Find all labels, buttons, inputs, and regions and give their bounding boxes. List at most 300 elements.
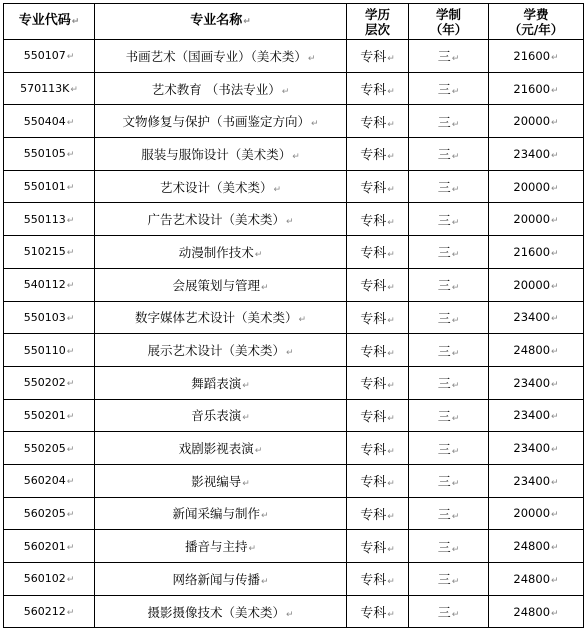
cell-level [347,301,409,334]
paragraph-mark-icon: ↵ [451,315,460,326]
code-value: 550201 [23,408,66,422]
header-fee [489,4,584,40]
code-value: 550202 [23,376,66,390]
level-value: 专科 [360,181,387,197]
name-value: 舞蹈表演 [191,375,242,391]
paragraph-mark-icon: ↵ [387,185,395,196]
level-value: 专科 [360,246,387,262]
level-value: 专科 [360,83,387,99]
cell-code [4,105,95,138]
name-value: 动漫制作技术 [178,244,254,260]
name-value: 数字媒体艺术设计（美术类） [134,310,298,326]
duration-value: 三 [437,181,451,197]
paragraph-mark-icon: ↵ [451,87,460,98]
fee-value: 24800 [513,539,551,554]
paragraph-mark-icon: ↵ [387,610,395,621]
table-row [4,563,584,596]
cell-fee [489,366,584,399]
paragraph-mark-icon: ↵ [551,412,559,423]
level-value: 专科 [360,573,387,589]
paragraph-mark-icon: ↵ [66,411,75,422]
cell-level [347,72,409,105]
paragraph-mark-icon: ↵ [451,544,460,555]
cell-fee [489,464,584,497]
code-value: 560201 [23,539,66,553]
code-value: 550205 [23,441,66,455]
level-value: 专科 [360,115,387,131]
table-row [4,268,584,301]
paragraph-mark-icon: ↵ [66,117,75,128]
paragraph-mark-icon: ↵ [66,346,75,357]
header-code [4,4,95,40]
cell-fee [489,399,584,432]
table-row [4,497,584,530]
fee-value: 21600 [513,81,551,96]
cell-fee [489,497,584,530]
duration-value: 三 [437,246,451,262]
cell-code [4,72,95,105]
duration-value: 三 [437,344,451,360]
cell-code [4,366,95,399]
name-value: 网络新闻与传播 [172,571,260,587]
header-fee-line1: 学费 [523,6,549,22]
cell-name [95,203,347,236]
paragraph-mark-icon: ↵ [70,85,78,96]
cell-duration [409,268,489,301]
cell-fee [489,530,584,563]
code-value: 540112 [23,278,66,292]
cell-duration [409,301,489,334]
name-value: 新闻采编与制作 [172,506,260,522]
paragraph-mark-icon: ↵ [285,609,294,620]
table-row [4,432,584,465]
paragraph-mark-icon: ↵ [551,445,559,456]
cell-duration [409,236,489,269]
cell-name [95,595,347,628]
cell-fee [489,595,584,628]
cell-code [4,301,95,334]
cell-duration [409,563,489,596]
paragraph-mark-icon: ↵ [551,379,559,390]
fee-value: 24800 [513,343,551,358]
cell-level [347,366,409,399]
table-row [4,464,584,497]
cell-fee [489,268,584,301]
paragraph-mark-icon: ↵ [451,577,460,588]
cell-fee [489,105,584,138]
cell-name [95,366,347,399]
paragraph-mark-icon: ↵ [66,248,75,259]
paragraph-mark-icon: ↵ [387,348,395,359]
duration-value: 三 [437,311,451,327]
fee-value: 21600 [513,48,551,63]
paragraph-mark-icon: ↵ [66,281,75,292]
paragraph-mark-icon: ↵ [273,184,282,195]
code-value: 560102 [23,572,66,586]
name-value: 广告艺术设计（美术类） [147,212,285,228]
paragraph-mark-icon: ↵ [254,249,263,260]
paragraph-mark-icon: ↵ [66,52,75,63]
cell-code [4,464,95,497]
cell-fee [489,72,584,105]
header-level [347,4,409,40]
duration-value: 三 [437,409,451,425]
cell-level [347,399,409,432]
fee-value: 20000 [513,506,551,521]
cell-fee [489,138,584,171]
paragraph-mark-icon: ↵ [551,248,559,259]
fee-value: 20000 [513,277,551,292]
paragraph-mark-icon: ↵ [310,119,319,130]
paragraph-mark-icon: ↵ [66,215,75,226]
cell-code [4,203,95,236]
cell-code [4,432,95,465]
level-value: 专科 [360,475,387,491]
duration-value: 三 [437,115,451,131]
cell-fee [489,236,584,269]
paragraph-mark-icon: ↵ [551,347,559,358]
header-level-line1: 学历 [364,6,390,22]
code-value: 560204 [23,474,66,488]
paragraph-mark-icon: ↵ [260,282,269,293]
paragraph-mark-icon: ↵ [66,477,75,488]
paragraph-mark-icon: ↵ [66,575,75,586]
paragraph-mark-icon: ↵ [551,281,559,292]
cell-duration [409,464,489,497]
cell-level [347,432,409,465]
name-value: 艺术设计（美术类） [159,179,273,195]
level-value: 专科 [360,507,387,523]
paragraph-mark-icon: ↵ [66,608,75,619]
paragraph-mark-icon: ↵ [292,151,300,162]
fee-value: 24800 [513,604,551,619]
paragraph-mark-icon: ↵ [551,477,559,488]
header-code-label: 专业代码 [18,13,71,28]
header-level-line2: 层次 [364,21,390,37]
paragraph-mark-icon: ↵ [387,250,395,261]
paragraph-mark-icon: ↵ [248,544,257,555]
cell-name [95,268,347,301]
paragraph-mark-icon: ↵ [66,313,75,324]
fee-value: 23400 [513,146,551,161]
code-value: 550105 [23,147,66,161]
level-value: 专科 [360,606,387,622]
table-row [4,72,584,105]
table-row [4,301,584,334]
header-fee-line2: （元/年） [508,21,564,37]
cell-level [347,138,409,171]
paragraph-mark-icon: ↵ [298,315,307,326]
cell-code [4,138,95,171]
name-value: 艺术教育 （书法专业） [151,81,281,97]
paragraph-mark-icon: ↵ [66,542,75,553]
cell-duration [409,366,489,399]
cell-code [4,595,95,628]
paragraph-mark-icon: ↵ [254,446,263,457]
paragraph-mark-icon: ↵ [451,283,460,294]
cell-code [4,334,95,367]
cell-code [4,399,95,432]
duration-value: 三 [437,573,451,589]
paragraph-mark-icon: ↵ [66,379,75,390]
level-value: 专科 [360,442,387,458]
code-value: 550404 [23,114,66,128]
cell-fee [489,432,584,465]
cell-level [347,170,409,203]
fee-value: 23400 [513,375,551,390]
cell-name [95,105,347,138]
table-header-row [4,4,584,40]
cell-duration [409,334,489,367]
fee-value: 23400 [513,441,551,456]
paragraph-mark-icon: ↵ [71,17,80,27]
paragraph-mark-icon: ↵ [387,413,395,424]
paragraph-mark-icon: ↵ [551,150,559,161]
cell-code [4,497,95,530]
paragraph-mark-icon: ↵ [551,608,559,619]
name-value: 会展策划与管理 [172,277,260,293]
cell-level [347,563,409,596]
paragraph-mark-icon: ↵ [451,119,460,130]
level-value: 专科 [360,279,387,295]
paragraph-mark-icon: ↵ [387,283,395,294]
cell-level [347,40,409,73]
cell-fee [489,40,584,73]
name-value: 播音与主持 [184,539,248,555]
cell-duration [409,399,489,432]
paragraph-mark-icon: ↵ [551,52,559,63]
paragraph-mark-icon: ↵ [551,510,559,521]
paragraph-mark-icon: ↵ [66,150,75,161]
cell-fee [489,203,584,236]
paragraph-mark-icon: ↵ [242,478,250,489]
cell-name [95,170,347,203]
name-value: 书画艺术（国画专业）（美术类） [125,48,307,64]
header-name [95,4,347,40]
paragraph-mark-icon: ↵ [387,446,395,457]
name-value: 文物修复与保护（书画鉴定方向） [122,114,310,130]
paragraph-mark-icon: ↵ [451,54,460,65]
fee-value: 20000 [513,114,551,129]
cell-fee [489,334,584,367]
paragraph-mark-icon: ↵ [551,575,559,586]
header-duration [409,4,489,40]
paragraph-mark-icon: ↵ [285,217,294,228]
cell-code [4,40,95,73]
cell-name [95,40,347,73]
paragraph-mark-icon: ↵ [285,348,294,359]
paragraph-mark-icon: ↵ [451,610,460,621]
table-row [4,170,584,203]
paragraph-mark-icon: ↵ [451,348,460,359]
cell-name [95,236,347,269]
paragraph-mark-icon: ↵ [387,577,395,588]
table-body [4,40,584,628]
table-row [4,334,584,367]
cell-code [4,268,95,301]
code-value: 560205 [23,506,66,520]
paragraph-mark-icon: ↵ [387,381,395,392]
paragraph-mark-icon: ↵ [387,54,395,65]
cell-level [347,334,409,367]
cell-duration [409,432,489,465]
duration-value: 三 [437,213,451,229]
level-value: 专科 [360,148,387,164]
header-name-label: 专业名称 [190,13,243,28]
paragraph-mark-icon: ↵ [551,543,559,554]
cell-duration [409,595,489,628]
paragraph-mark-icon: ↵ [551,314,559,325]
level-value: 专科 [360,50,387,66]
cell-duration [409,530,489,563]
fee-value: 20000 [513,212,551,227]
fee-value: 24800 [513,571,551,586]
duration-value: 三 [437,279,451,295]
code-value: 550113 [23,212,66,226]
cell-duration [409,203,489,236]
duration-value: 三 [437,507,451,523]
level-value: 专科 [360,409,387,425]
cell-fee [489,170,584,203]
table-row [4,399,584,432]
code-value: 560212 [23,605,66,619]
paragraph-mark-icon: ↵ [387,544,395,555]
cell-level [347,530,409,563]
paragraph-mark-icon: ↵ [451,413,460,424]
fee-value: 21600 [513,244,551,259]
paragraph-mark-icon: ↵ [451,381,460,392]
fee-value: 23400 [513,473,551,488]
table-row [4,138,584,171]
table-row [4,203,584,236]
fee-value: 20000 [513,179,551,194]
paragraph-mark-icon: ↵ [243,17,251,27]
cell-duration [409,40,489,73]
cell-level [347,105,409,138]
name-value: 展示艺术设计（美术类） [147,343,285,359]
paragraph-mark-icon: ↵ [242,380,250,391]
paragraph-mark-icon: ↵ [387,119,395,130]
header-duration-line1: 学制 [435,6,461,22]
paragraph-mark-icon: ↵ [387,152,395,163]
level-value: 专科 [360,377,387,393]
header-duration-line2: （年） [429,21,468,37]
level-value: 专科 [360,213,387,229]
paragraph-mark-icon: ↵ [551,85,559,96]
duration-value: 三 [437,475,451,491]
code-value: 570113K [20,82,70,96]
paragraph-mark-icon: ↵ [281,86,290,97]
cell-name [95,464,347,497]
cell-name [95,72,347,105]
code-value: 550103 [23,310,66,324]
table-row [4,40,584,73]
cell-name [95,530,347,563]
cell-name [95,563,347,596]
name-value: 摄影摄像技术（美术类） [147,604,285,620]
code-value: 550107 [23,49,66,63]
cell-duration [409,497,489,530]
cell-fee [489,563,584,596]
paragraph-mark-icon: ↵ [551,183,559,194]
level-value: 专科 [360,540,387,556]
name-value: 戏剧影视表演 [178,441,254,457]
cell-duration [409,138,489,171]
tuition-table [3,3,584,628]
duration-value: 三 [437,50,451,66]
cell-code [4,170,95,203]
paragraph-mark-icon: ↵ [387,87,395,98]
paragraph-mark-icon: ↵ [451,217,460,228]
duration-value: 三 [437,540,451,556]
cell-fee [489,301,584,334]
fee-value: 23400 [513,310,551,325]
cell-level [347,595,409,628]
table-row [4,530,584,563]
cell-name [95,399,347,432]
level-value: 专科 [360,344,387,360]
paragraph-mark-icon: ↵ [242,413,250,424]
cell-code [4,236,95,269]
duration-value: 三 [437,606,451,622]
table-row [4,236,584,269]
cell-duration [409,105,489,138]
paragraph-mark-icon: ↵ [66,183,75,194]
code-value: 510215 [23,245,66,259]
paragraph-mark-icon: ↵ [451,446,460,457]
paragraph-mark-icon: ↵ [451,185,460,196]
paragraph-mark-icon: ↵ [551,216,559,227]
paragraph-mark-icon: ↵ [260,511,269,522]
paragraph-mark-icon: ↵ [387,479,395,490]
cell-level [347,497,409,530]
duration-value: 三 [437,377,451,393]
paragraph-mark-icon: ↵ [260,576,269,587]
cell-name [95,334,347,367]
cell-name [95,138,347,171]
code-value: 550110 [23,343,66,357]
paragraph-mark-icon: ↵ [451,152,460,163]
name-value: 音乐表演 [191,408,242,424]
paragraph-mark-icon: ↵ [551,118,559,129]
cell-level [347,268,409,301]
paragraph-mark-icon: ↵ [66,509,75,520]
cell-code [4,530,95,563]
duration-value: 三 [437,148,451,164]
paragraph-mark-icon: ↵ [66,444,75,455]
code-value: 550101 [23,180,66,194]
paragraph-mark-icon: ↵ [387,217,395,228]
paragraph-mark-icon: ↵ [387,511,395,522]
name-value: 服装与服饰设计（美术类） [141,146,292,162]
paragraph-mark-icon: ↵ [307,53,316,64]
paragraph-mark-icon: ↵ [451,250,460,261]
cell-name [95,497,347,530]
fee-value: 23400 [513,408,551,423]
duration-value: 三 [437,442,451,458]
cell-level [347,464,409,497]
cell-name [95,432,347,465]
table-row [4,105,584,138]
paragraph-mark-icon: ↵ [451,479,460,490]
duration-value: 三 [437,83,451,99]
name-value: 影视编导 [191,473,242,489]
cell-duration [409,72,489,105]
cell-code [4,563,95,596]
table-row [4,595,584,628]
cell-level [347,203,409,236]
cell-duration [409,170,489,203]
